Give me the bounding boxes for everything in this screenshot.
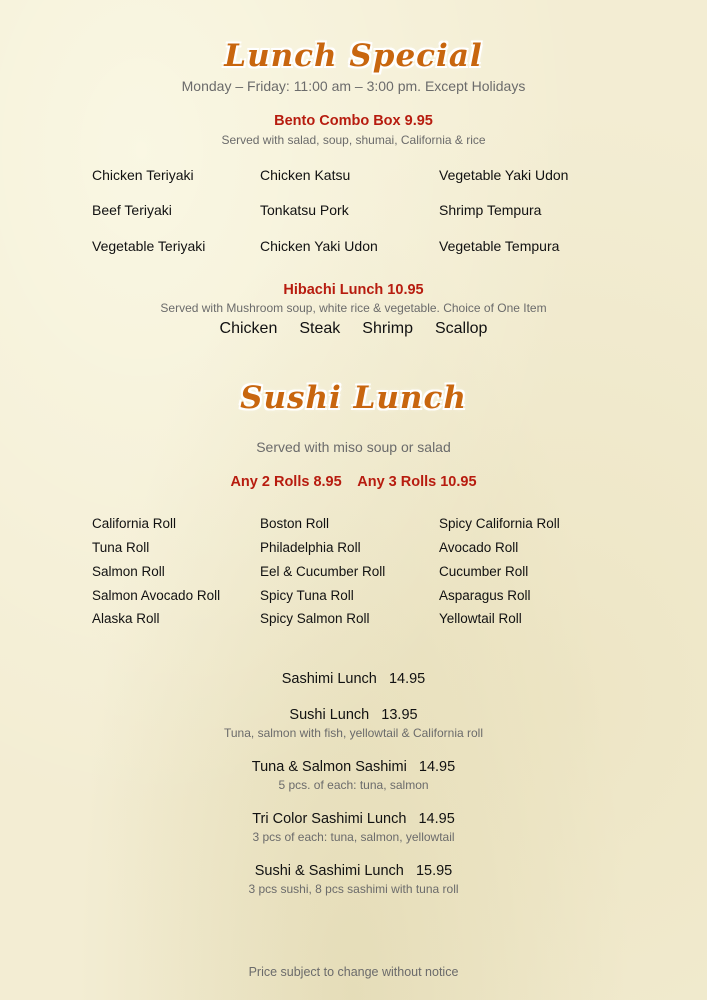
bento-item: Beef Teriyaki	[92, 202, 172, 218]
special-name: Sushi Lunch 13.95	[289, 707, 418, 723]
sushi-lunch-description: Served with miso soup or salad	[256, 439, 451, 455]
bento-item: Chicken Katsu	[260, 167, 351, 183]
special-detail: Tuna, salmon with fish, yellowtail & California roll	[224, 726, 483, 740]
hibachi-description: Served with Mushroom soup, white rice & vegetable. Choice of One Item	[160, 301, 547, 315]
roll-offer: Any 2 Rolls 8.95 Any 3 Rolls 10.95	[230, 474, 477, 490]
sushi-lunch-title: Sushi Lunch	[240, 380, 467, 416]
price-notice: Price subject to change without notice	[248, 965, 459, 979]
roll-item: Salmon Roll	[92, 564, 165, 579]
special-name: Tri Color Sashimi Lunch 14.95	[252, 811, 455, 827]
roll-item: Asparagus Roll	[439, 588, 531, 603]
lunch-hours: Monday – Friday: 11:00 am – 3:00 pm. Except Holidays	[181, 78, 526, 94]
roll-item: Avocado Roll	[439, 540, 519, 555]
bento-item: Shrimp Tempura	[439, 202, 542, 218]
hibachi-choices	[0, 320, 707, 338]
hibachi-choice: Steak	[299, 320, 341, 337]
bento-item: Vegetable Teriyaki	[92, 238, 206, 254]
roll-item: Alaska Roll	[92, 611, 160, 626]
hibachi-choice: Shrimp	[362, 320, 413, 337]
special-detail: 3 pcs of each: tuna, salmon, yellowtail	[252, 830, 455, 844]
roll-item: Spicy California Roll	[439, 516, 560, 531]
roll-item: Boston Roll	[260, 516, 330, 531]
special-name: Sushi & Sashimi Lunch 15.95	[254, 863, 453, 879]
special-detail: 5 pcs. of each: tuna, salmon	[278, 778, 429, 792]
special-name: Tuna & Salmon Sashimi 14.95	[251, 759, 456, 775]
bento-item: Vegetable Tempura	[439, 238, 560, 254]
hibachi-heading: Hibachi Lunch 10.95	[283, 282, 424, 298]
bento-description: Served with salad, soup, shumai, California & rice	[221, 133, 486, 147]
roll-item: Spicy Salmon Roll	[260, 611, 370, 626]
bento-item: Tonkatsu Pork	[260, 202, 349, 218]
roll-item: Tuna Roll	[92, 540, 150, 555]
bento-item: Chicken Teriyaki	[92, 167, 194, 183]
roll-item: Cucumber Roll	[439, 564, 529, 579]
roll-item: Salmon Avocado Roll	[92, 588, 221, 603]
bento-heading: Bento Combo Box 9.95	[274, 113, 433, 129]
lunch-special-title: Lunch Special	[224, 38, 483, 74]
roll-item: Eel & Cucumber Roll	[260, 564, 386, 579]
roll-item: Yellowtail Roll	[439, 611, 522, 626]
roll-item: Spicy Tuna Roll	[260, 588, 354, 603]
special-detail: 3 pcs sushi, 8 pcs sashimi with tuna roll	[248, 882, 459, 896]
hibachi-choice: Scallop	[434, 320, 488, 337]
bento-item: Chicken Yaki Udon	[260, 238, 378, 254]
roll-item: Philadelphia Roll	[260, 540, 361, 555]
roll-item: California Roll	[92, 516, 177, 531]
hibachi-choice: Chicken	[219, 320, 278, 337]
special-name: Sashimi Lunch 14.95	[281, 671, 426, 687]
bento-item: Vegetable Yaki Udon	[439, 167, 569, 183]
